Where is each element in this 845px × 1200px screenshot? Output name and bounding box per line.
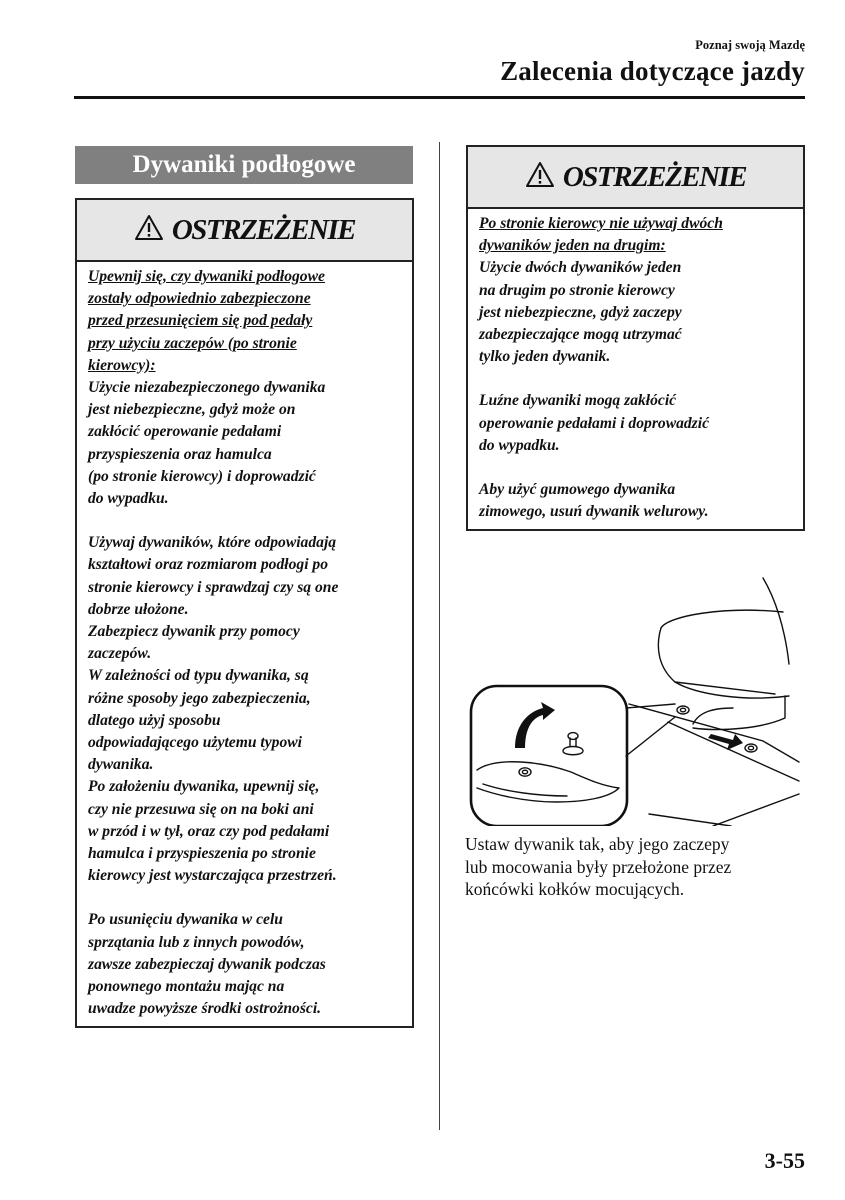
figure-caption: Ustaw dywanik tak, aby jego zaczepy lub mocowania były przełożone przez końcówki kołków mocujących. xyxy=(465,834,732,899)
warning-heading: Upewnij się, czy dywaniki podłogowe zostały odpowiednio zabezpieczone przed przesunięciem się pod pedały przy użyciu zaczepów (po stronie kierowcy): xyxy=(88,268,325,374)
mat-anchor-hole xyxy=(745,744,757,752)
column-divider xyxy=(439,142,440,1130)
page-number: 3-55 xyxy=(764,1148,805,1173)
warning-triangle-icon xyxy=(525,161,555,193)
warning-title: OSTRZEŻENIE xyxy=(562,160,747,193)
curved-arrow-icon xyxy=(515,702,555,748)
warning-paragraph: Używaj dywaników, które odpowiadają kształtowi oraz rozmiarom podłogi po stronie kierowcy i sprawdzaj czy są one dobrze ułożone. Zabezpiecz dywanik przy pomocy zaczepów. W zależności od typu dywanika, są różne sposoby jego zabezpieczenia, dlatego użyj sposobu odpowiadającego użytemu typowi dywanika. Po założeniu dywanika, upewnij się, czy nie przesuwa się on na boki ani w przód i w tył, oraz czy pod pedałami hamulca i przyspieszenia po stronie kierowcy jest wystarczająca przestrzeń. xyxy=(88,534,339,885)
warning-box-right xyxy=(466,145,805,531)
section-title: Dywaniki podłogowe xyxy=(75,146,413,184)
warning-paragraph: Użycie niezabezpieczonego dywanika jest niebezpieczne, gdyż może on zakłócić operowanie pedałami przyspieszenia oraz hamulca (po stronie kierowcy) i doprowadzić do wypadku. xyxy=(88,379,326,508)
warning-paragraph: Po usunięciu dywanika w celu sprzątania lub z innych powodów, zawsze zabezpieczaj dywanik podczas ponownego montażu mając na uwadze powyższe środki ostrożności. xyxy=(88,911,326,1018)
chapter-title: Zalecenia dotyczące jazdy xyxy=(500,56,805,86)
warning-triangle-icon xyxy=(134,214,164,246)
mat-anchor-hole xyxy=(677,706,689,714)
warning-title: OSTRZEŻENIE xyxy=(171,213,356,246)
warning-header xyxy=(77,200,412,262)
warning-paragraph: Luźne dywaniki mogą zakłócić operowanie pedałami i doprowadzić do wypadku. xyxy=(479,392,710,454)
warning-box-left xyxy=(75,198,414,1028)
seat-outline xyxy=(763,578,789,664)
floor-mat-illustration xyxy=(463,576,803,826)
warning-paragraph: Aby użyć gumowego dywanika zimowego, usuń dywanik welurowy. xyxy=(479,481,709,521)
warning-body xyxy=(468,209,803,523)
section-label: Poznaj swoją Mazdę xyxy=(695,38,805,52)
retaining-hook xyxy=(563,747,583,755)
warning-paragraph: Użycie dwóch dywaników jeden na drugim po stronie kierowcy jest niebezpieczne, gdyż zaczepy zabezpieczające mogą utrzymać tylko jeden dywanik. xyxy=(479,259,682,366)
warning-header xyxy=(468,147,803,209)
warning-body xyxy=(77,262,412,1021)
header-rule xyxy=(74,96,805,99)
warning-heading: Po stronie kierowcy nie używaj dwóch dywaników jeden na drugim: xyxy=(479,215,723,255)
